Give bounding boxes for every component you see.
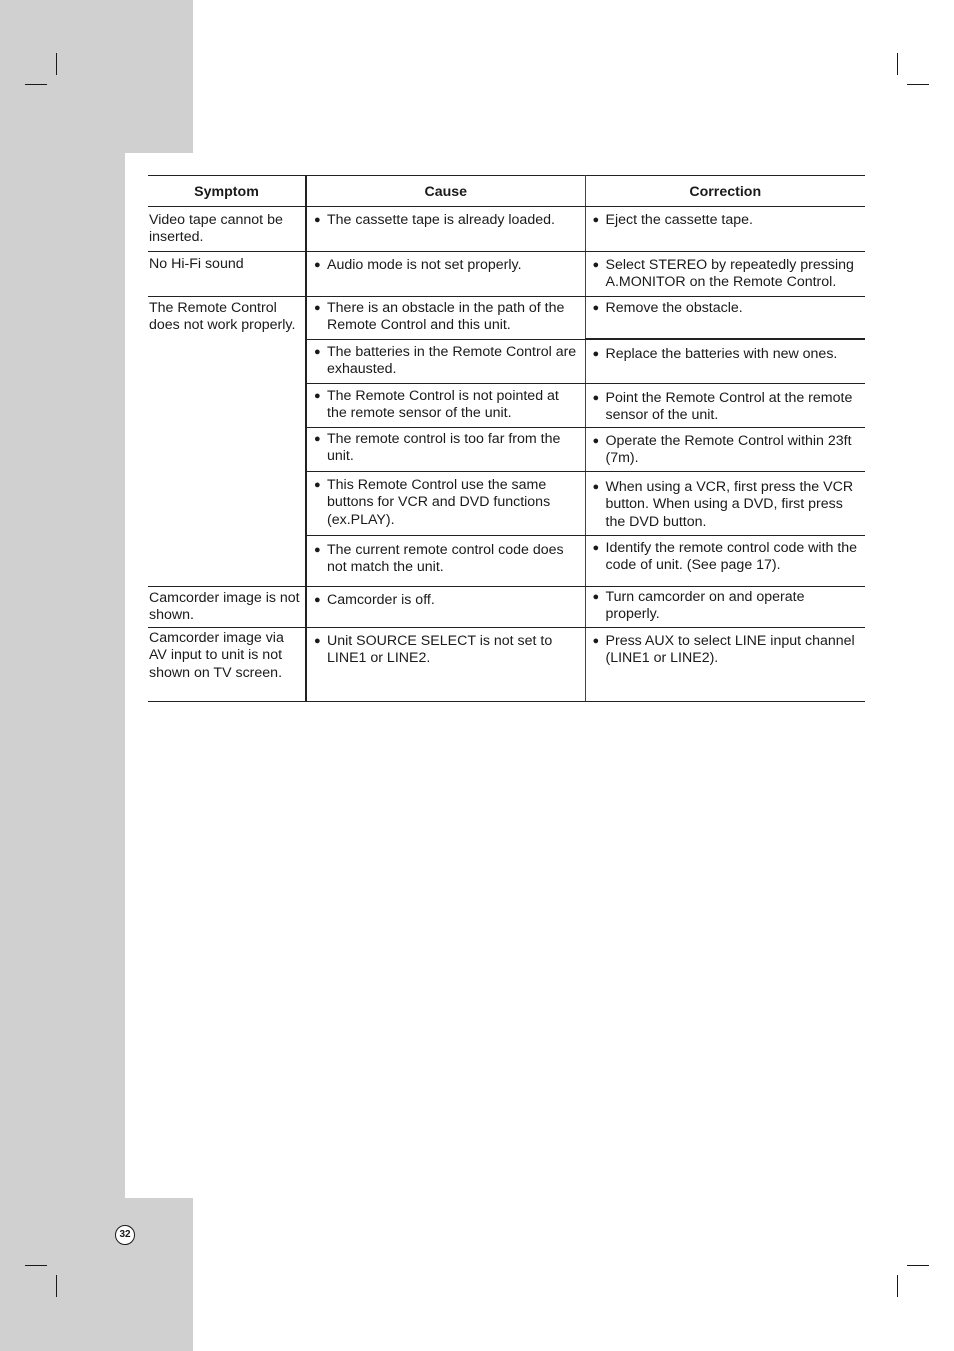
correction-text: Turn camcorder on and operate properly.: [605, 588, 805, 622]
header-symptom: Symptom: [148, 176, 306, 207]
crop-mark: [56, 1275, 57, 1297]
bullet: ●: [592, 391, 600, 404]
symptom-text: No Hi-Fi sound: [149, 255, 244, 272]
bullet: ●: [592, 634, 600, 647]
correction-text: Replace the batteries with new ones.: [605, 346, 838, 362]
header-correction: Correction: [585, 176, 865, 207]
bullet: ●: [592, 258, 600, 271]
correction-text: When using a VCR, first press the VCR button. When using a DVD, first press the DVD button.: [605, 478, 854, 530]
bullet: ●: [314, 543, 321, 556]
symptom-text: Camcorder image via AV input to unit is not shown on TV screen.: [149, 629, 284, 681]
correction-text: Point the Remote Control at the remote sensor of the unit.: [605, 389, 853, 423]
side-band-middle: [0, 153, 125, 1198]
side-band-bottom: [0, 1198, 193, 1351]
troubleshooting-table: [148, 175, 865, 702]
header-cause: Cause: [306, 176, 585, 207]
crop-mark: [907, 84, 929, 85]
cause-text: The remote control is too far from the unit.: [327, 430, 561, 464]
cause-text: The current remote control code does not match the unit.: [327, 541, 564, 575]
symptom-text: Camcorder image is not shown.: [149, 589, 300, 623]
cause-text: The Remote Control is not pointed at the remote sensor of the unit.: [327, 387, 559, 421]
cause-text: There is an obstacle in the path of the Remote Control and this unit.: [327, 299, 565, 333]
symptom-text: The Remote Control does not work properly.: [149, 299, 296, 333]
bullet: ●: [314, 345, 321, 358]
bullet: ●: [592, 348, 600, 360]
bullet: ●: [314, 213, 321, 226]
bullet: ●: [314, 432, 321, 445]
bullet: ●: [592, 590, 600, 603]
table-row: [148, 206, 865, 251]
bullet: ●: [592, 301, 600, 314]
cause-text: Audio mode is not set properly.: [327, 256, 522, 273]
page-number: 32: [115, 1225, 135, 1245]
bullet: ●: [314, 478, 321, 491]
crop-mark: [897, 1275, 898, 1297]
bullet: ●: [592, 480, 600, 493]
crop-mark: [25, 1265, 47, 1266]
bullet: ●: [314, 258, 321, 271]
table-row: [148, 586, 865, 627]
correction-text: Remove the obstacle.: [605, 299, 743, 316]
table-row: [148, 296, 865, 339]
crop-mark: [907, 1265, 929, 1266]
cause-text: The batteries in the Remote Control are exhausted.: [327, 343, 577, 377]
bullet: ●: [314, 389, 321, 402]
correction-text: Eject the cassette tape.: [605, 211, 753, 228]
correction-text: Press AUX to select LINE input channel (LINE1 or LINE2).: [605, 632, 855, 666]
table-row: [148, 627, 865, 701]
correction-text: Identify the remote control code with the code of unit. (See page 17).: [605, 539, 858, 573]
crop-mark: [25, 84, 47, 85]
bullet: ●: [592, 213, 600, 226]
table-row: [148, 251, 865, 296]
bullet: ●: [592, 434, 600, 447]
cause-text: Camcorder is off.: [327, 591, 435, 608]
bullet: ●: [314, 593, 321, 606]
bullet: ●: [314, 301, 321, 314]
correction-text: Select STEREO by repeatedly pressing A.MONITOR on the Remote Control.: [605, 256, 854, 290]
crop-mark: [56, 53, 57, 75]
bullet: ●: [314, 634, 321, 647]
crop-mark: [897, 53, 898, 75]
cause-text: This Remote Control use the same buttons for VCR and DVD functions (ex.PLAY).: [327, 476, 551, 528]
side-band-top: [0, 0, 193, 153]
cause-text: Unit SOURCE SELECT is not set to LINE1 or LINE2.: [327, 632, 553, 666]
cause-text: The cassette tape is already loaded.: [327, 211, 555, 228]
correction-text: Operate the Remote Control within 23ft (7m).: [605, 432, 852, 466]
symptom-text: Video tape cannot be inserted.: [149, 211, 283, 245]
table-header-row: [148, 176, 865, 207]
bullet: ●: [592, 541, 600, 554]
